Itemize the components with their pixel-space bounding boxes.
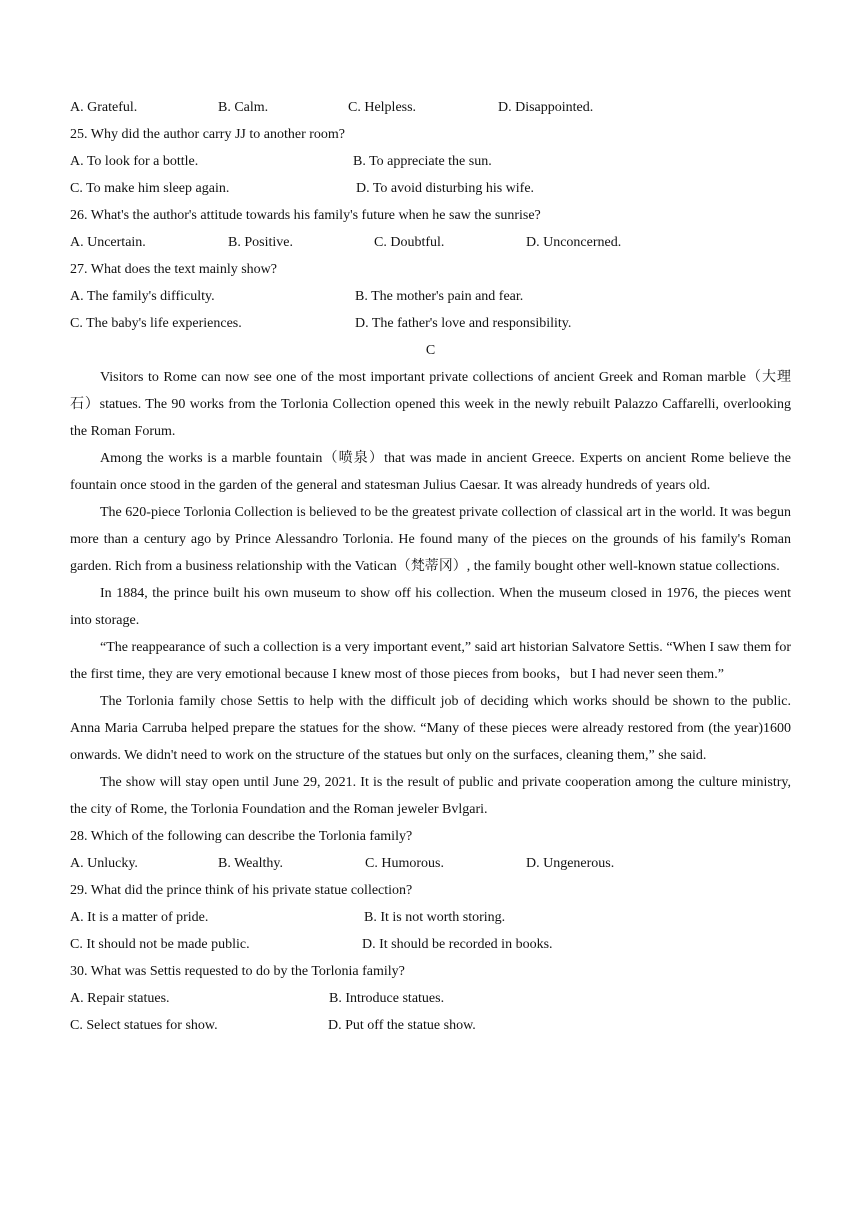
- q26-option-d: D. Unconcerned.: [526, 235, 622, 250]
- q30-option-d: D. Put off the statue show.: [328, 1018, 476, 1033]
- q27-stem: 27. What does the text mainly show?: [70, 262, 277, 277]
- q28-option-b: B. Wealthy.: [218, 856, 283, 871]
- q26-option-b: B. Positive.: [228, 235, 293, 250]
- q25-options-row-1: [70, 148, 791, 175]
- q25-stem: 25. Why did the author carry JJ to another room?: [70, 127, 346, 142]
- q28-option-a: A. Unlucky.: [70, 856, 138, 871]
- q26-option-c: C. Doubtful.: [374, 235, 445, 250]
- q26-options-row: [70, 229, 791, 256]
- q27-options-row-2: [70, 310, 791, 337]
- q26-option-a: A. Uncertain.: [70, 235, 146, 250]
- q27-option-a: A. The family's difficulty.: [70, 289, 215, 304]
- q30-option-b: B. Introduce statues.: [329, 991, 445, 1006]
- passage-paragraph: Among the works is a marble fountain（喷泉）that was made in ancient Greece. Experts on ancient Rome believe the fountain once stood in the garden of the general and statesman Julius Caesar. It was already hundreds of years old.: [70, 451, 791, 493]
- q28-option-d: D. Ungenerous.: [526, 856, 615, 871]
- q29-option-a: A. It is a matter of pride.: [70, 910, 209, 925]
- q29-option-b: B. It is not worth storing.: [364, 910, 506, 925]
- passage-paragraph: The Torlonia family chose Settis to help with the difficult job of deciding which works should be shown to the public. Anna Maria Carruba helped prepare the statues for the show. “Many of these pieces were already restored from (the year)1600 onwards. We didn't need to work on the structure of the statues but only on the surfaces, cleaning them,” she said.: [70, 694, 791, 763]
- q27-option-c: C. The baby's life experiences.: [70, 316, 242, 331]
- q29-option-d: D. It should be recorded in books.: [362, 937, 553, 952]
- q28-stem: 28. Which of the following can describe the Torlonia family?: [70, 829, 413, 844]
- q30-options-row-1: [70, 985, 791, 1012]
- q29-stem: 29. What did the prince think of his private statue collection?: [70, 883, 413, 898]
- q26-stem: 26. What's the author's attitude towards his family's future when he saw the sunrise?: [70, 208, 541, 223]
- passage-paragraph: Visitors to Rome can now see one of the most important private collections of ancient Greek and Roman marble（大理石）statues. The 90 works from the Torlonia Collection opened this week in the newly rebuilt Palazzo Caffarelli, overlooking the Roman Forum.: [70, 370, 791, 439]
- q24-option-d: D. Disappointed.: [498, 100, 594, 115]
- q27-option-b: B. The mother's pain and fear.: [355, 289, 524, 304]
- passage-paragraph: The 620-piece Torlonia Collection is believed to be the greatest private collection of classical art in the world. It was begun more than a century ago by Prince Alessandro Torlonia. He found many of the pieces on the grounds of his family's Roman garden. Rich from a business relationship with the Vatican（梵蒂冈）, the family bought other well-known statue collections.: [70, 505, 791, 574]
- q28-options-row: [70, 850, 791, 877]
- q30-option-a: A. Repair statues.: [70, 991, 170, 1006]
- q27-option-d: D. The father's love and responsibility.: [355, 316, 572, 331]
- q28-option-c: C. Humorous.: [365, 856, 444, 871]
- q24-option-b: B. Calm.: [218, 100, 269, 115]
- passage-paragraph: The show will stay open until June 29, 2021. It is the result of public and private cooperation among the culture ministry, the city of Rome, the Torlonia Foundation and the Roman jeweler Bvlgari.: [70, 775, 791, 817]
- section-label: C: [425, 343, 436, 358]
- q30-option-c: C. Select statues for show.: [70, 1018, 218, 1033]
- q30-options-row-2: [70, 1012, 791, 1039]
- q29-options-row-2: [70, 931, 791, 958]
- passage-paragraph: In 1884, the prince built his own museum to show off his collection. When the museum closed in 1976, the pieces went into storage.: [70, 586, 791, 628]
- q25-options-row-2: [70, 175, 791, 202]
- q25-option-b: B. To appreciate the sun.: [353, 154, 492, 169]
- q29-options-row-1: [70, 904, 791, 931]
- passage-paragraph: “The reappearance of such a collection is a very important event,” said art historian Salvatore Settis. “When I saw them for the first time, they are very emotional because I knew most of those pieces from books，but I had never seen them.”: [70, 640, 791, 682]
- q24-option-c: C. Helpless.: [348, 100, 417, 115]
- q25-option-a: A. To look for a bottle.: [70, 154, 199, 169]
- q24-option-a: A. Grateful.: [70, 100, 138, 115]
- exam-page: [70, 94, 791, 1039]
- q29-option-c: C. It should not be made public.: [70, 937, 250, 952]
- q27-options-row-1: [70, 283, 791, 310]
- q24-options-row: [70, 94, 791, 121]
- q30-stem: 30. What was Settis requested to do by the Torlonia family?: [70, 964, 405, 979]
- q25-option-c: C. To make him sleep again.: [70, 181, 230, 196]
- q25-option-d: D. To avoid disturbing his wife.: [356, 181, 535, 196]
